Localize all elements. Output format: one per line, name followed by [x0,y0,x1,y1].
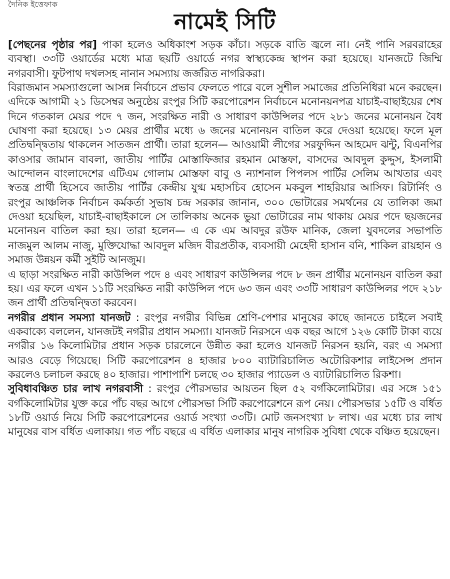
article-paragraph [8,382,442,439]
headline: নামেই সিটি [174,10,276,35]
subheading: নগরীর প্রধান সমস্যা যানজট [8,311,131,324]
continuation-marker: [পেছনের পৃষ্ঠার পর] [8,39,97,51]
article-body [8,38,442,440]
article-paragraph [8,81,442,267]
paragraph-text: পাকা হলেও অধিকাংশ সড়ক কাঁচা। সড়কে বাতি জ্বলে না। নেই পানি সরবরাহের ব্যবস্থা। ৩৩টি ওয়ার্ডের মধ্যে মাত্র ছয়টি ওয়ার্ডে নগর স্বাস্থ্যকেন্দ্র স্থাপন করা হয়েছে। যানজটে জিম্মি নগরবাসী। ফুটপাথ দখলসহ নানান সমস্যায় জর্জরিত নাগরিকরা। [8,39,442,80]
article-paragraph [8,268,442,311]
subheading: সুবিধাবঞ্চিত চার লাখ নগরবাসী [8,383,143,396]
article-paragraph [8,311,442,383]
article-paragraph [8,38,442,81]
paragraph-text: এ ছাড়া সংরক্ষিত নারী কাউন্সিল পদে ৪ এবং সাধারণ কাউন্সিলর পদে ৮ জন প্রার্থীর মনোনয়ন বাতিল করা হয়। এর ফলে এখন ১১টি সংরক্ষিত নারী কাউন্সিল পদে ৬৩ জন এবং ৩৩টি সাধারণ কাউন্সিলর পদে ২১৮ জন প্রার্থী প্রতিদ্বন্দ্বিতা করবেন। [8,268,442,310]
masthead-fragment: দৈনিক ইত্তেফাক [8,0,58,9]
paragraph-text: : রংপুর পৌরসভার আয়তন ছিল ৫২ বর্গকিলোমিটার। এর সঙ্গে ১৫১ বর্গকিলোমিটার যুক্ত করে পাঁচ বছর আগে পৌরসভা সিটি করপোরেশনে রূপ নেয়। পৌরসভার ১৫টি ও বর্ধিত ১৮টি ওয়ার্ড নিয়ে সিটি করপোরেশনের ওয়ার্ড সংখ্যা ৩৩টি। মোট জনসংখ্যা ৮ লাখ। এর মধ্যে চার লাখ মানুষের বাস বর্ধিত এলাকায়। গত পাঁচ বছরে এ বর্ধিত এলাকার মানুষ নাগরিক সুবিধা থেকে বঞ্চিত হয়েছেন। [8,383,442,439]
paragraph-text: বিরাজমান সমস্যাগুলো আসন্ন নির্বাচনে প্রভাব ফেলতে পারে বলে সুশীল সমাজের প্রতিনিধিরা মনে করছেন। এদিকে আগামী ২১ ডিসেম্বর অনুষ্ঠেয় রংপুর সিটি করপোরেশন নির্বাচনে মনোনয়নপত্র যাচাই-বাছাইয়ের শেষ দিনে গতকাল মেয়র পদে ৭ জন, সংরক্ষিত নারী ও সাধারণ কাউন্সিলর পদে ২৮১ জনের মনোনয়ন বৈধ ঘোষণা করা হয়েছে। ১৩ মেয়র প্রার্থীর মধ্যে ৬ জনের মনোনয়ন বাতিল করে দেওয়া হয়েছে। ফলে মূল প্রতিদ্বন্দ্বিতায় থাকলেন সাতজন প্রার্থী। তারা হলেন— আওয়ামী লীগের সরফুদ্দিন আহমেদ ঝন্টু, বিএনপির কাওসার জামান বাবলা, জাতীয় পার্টির মোস্তাফিজার রহমান মোস্তফা, বাসদের আবদুল কুদ্দুস, ইসলামী আন্দোলন বাংলাদেশের এটিএম গোলাম মোস্তফা বাবু ও ন্যাশনাল পিপলস পার্টির সেলিম আখতার এবং স্বতন্ত্র প্রার্থী হিসেবে জাতীয় পার্টির কেন্দ্রীয় যুগ্ম মহাসচিব হোসেন মকবুল শাহরিয়ার আসিফ। রিটার্নিং ও রংপুর আঞ্চলিক নির্বাচন কর্মকর্তা সুভাষ চন্দ্র সরকার জানান, ৩০০ ভোটারের সমর্থনের যে তালিকা জমা দেওয়া হয়েছিল, যাচাই-বাছাইকালে সে তালিকায় অনেক ভুয়া ভোটারের নাম থাকায় মেয়র পদে ছয়জনের মনোনয়ন বাতিল করা হয়। তারা হলেন— এ কে এম আবদুর রউফ মানিক, জেলা যুবদলের সভাপতি নাজমুল আলম নাজু, মুক্তিযোদ্ধা আবদুল মজিদ বীরপ্রতীক, ব্যবসায়ী মেহেদী হাসান বনি, শাকিল রায়হান ও সমাজ উন্নয়ন কর্মী সুইটি আনজুম। [8,82,442,267]
paragraph-text: : রংপুর নগরীর বিভিন্ন শ্রেণি-পেশার মানুষের কাছে জানতে চাইলে সবাই একবাক্যে বললেন, যানজটই নগরীর প্রধান সমস্যা। যানজট নিরসনে এক বছর আগে ১২৬ কোটি টাকা ব্যয়ে নগরীর ১৬ কিলোমিটার প্রধান সড়ক চারলেনে উন্নীত করা হলেও যানজট নিরসন হয়নি, বরং এ সমস্যা আরও বেড়ে গিয়েছে। সিটি করপোরেশন ৪ হাজার ৮০০ ব্যাটারিচালিত অটোরিকশার লাইসেন্স প্রদান করলেও চলাচল করছে ৪০ হাজার। পাশাপাশি চলছে ৩০ হাজার প্যাডেল ও ব্যাটারিচালিত রিকশা। [8,311,442,381]
